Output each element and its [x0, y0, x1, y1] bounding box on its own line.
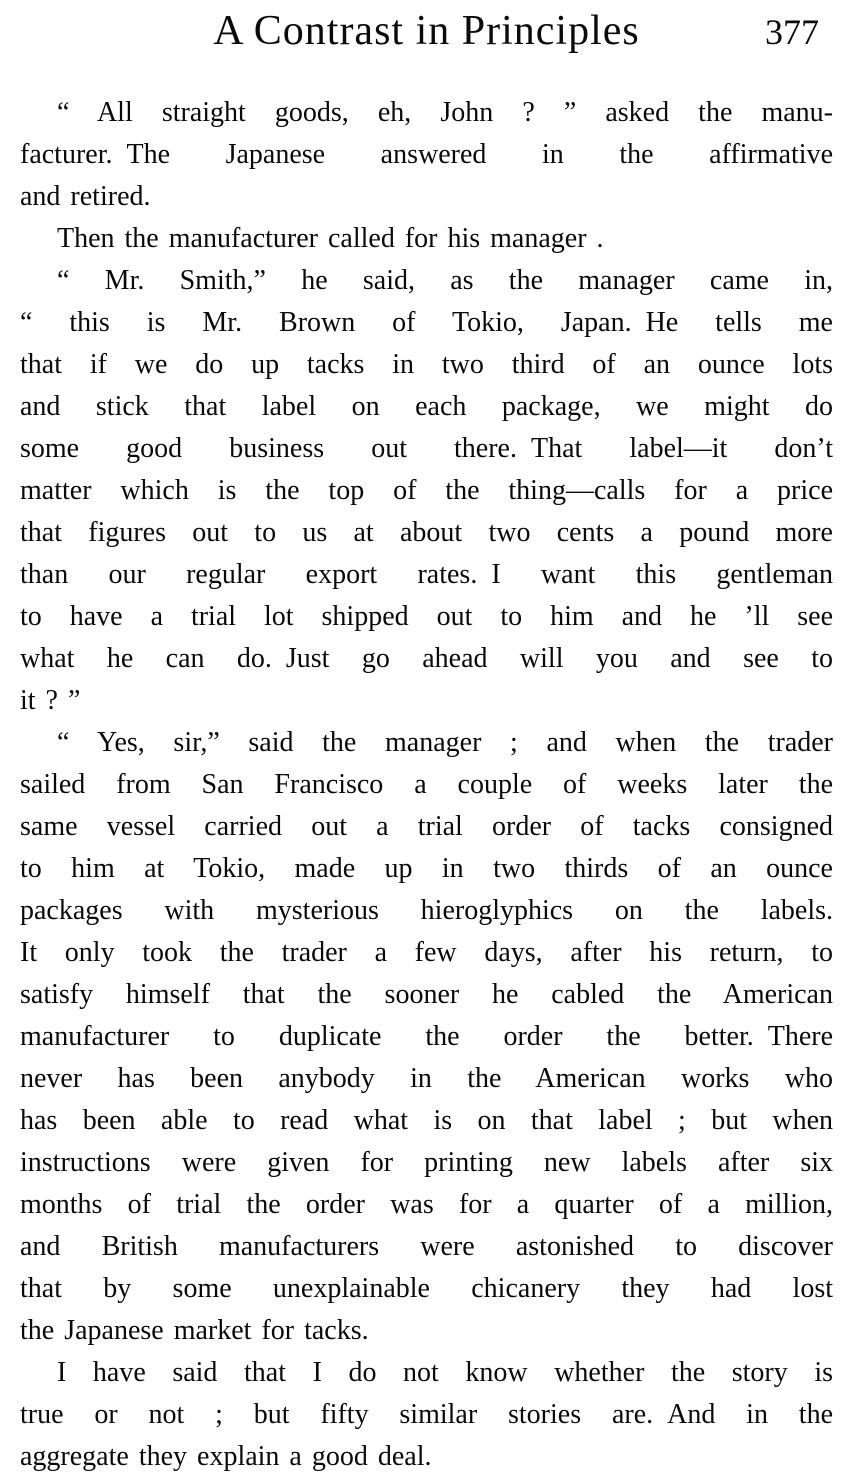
text-line: manufacturer to duplicate the order the better. There [20, 1021, 833, 1052]
page-number: 377 [765, 12, 819, 52]
paragraph [20, 1352, 833, 1478]
text-line: “ this is Mr. Brown of Tokio, Japan. He tells me [20, 307, 833, 338]
page-title: A Contrast in Principles [213, 8, 640, 54]
text-line: and stick that label on each package, we might do [20, 391, 833, 422]
text-line: some good business out there. That label—it don’t [20, 433, 833, 464]
text-line: satisfy himself that the sooner he cabled the American [20, 979, 833, 1010]
text-line: that figures out to us at about two cents a pound more [20, 517, 833, 548]
text-line: has been able to read what is on that label ; but when [20, 1105, 833, 1136]
text-line: I have said that I do not know whether the story is [57, 1357, 833, 1388]
text-line: true or not ; but fifty similar stories are. And in the [20, 1399, 833, 1430]
paragraph [20, 722, 833, 1352]
text-line: aggregate they explain a good deal. [20, 1441, 432, 1472]
text-line: instructions were given for printing new labels after six [20, 1147, 833, 1178]
page-header [20, 4, 833, 58]
text-line: never has been anybody in the American works who [20, 1063, 833, 1094]
text-line: what he can do. Just go ahead will you and see to [20, 643, 833, 674]
page-body [20, 92, 833, 1478]
text-line: packages with mysterious hieroglyphics on the labels. [20, 895, 833, 926]
text-line: sailed from San Francisco a couple of weeks later the [20, 769, 833, 800]
text-line: Then the manufacturer called for his manager . [57, 223, 604, 254]
text-line: matter which is the top of the thing—calls for a price [20, 475, 833, 506]
paragraph [20, 260, 833, 722]
text-line: the Japanese market for tacks. [20, 1315, 369, 1346]
text-line: “ Mr. Smith,” he said, as the manager came in, [57, 265, 833, 296]
text-line: and British manufacturers were astonished to discover [20, 1231, 833, 1262]
text-line: “ Yes, sir,” said the manager ; and when the trader [57, 727, 833, 758]
text-line: facturer. The Japanese answered in the affirmative [20, 139, 833, 170]
text-line: months of trial the order was for a quarter of a million, [20, 1189, 833, 1220]
text-line: it ? ” [20, 685, 81, 716]
text-line: It only took the trader a few days, after his return, to [20, 937, 833, 968]
paragraph [20, 218, 833, 260]
text-line: than our regular export rates. I want this gentleman [20, 559, 833, 590]
text-line: and retired. [20, 181, 151, 212]
text-line: that if we do up tacks in two third of an ounce lots [20, 349, 833, 380]
text-line: same vessel carried out a trial order of tacks consigned [20, 811, 833, 842]
text-line: “ All straight goods, eh, John ? ” asked the manu- [57, 97, 833, 128]
text-line: to have a trial lot shipped out to him and he ’ll see [20, 601, 833, 632]
text-line: that by some unexplainable chicanery they had lost [20, 1273, 833, 1304]
text-line: to him at Tokio, made up in two thirds of an ounce [20, 853, 833, 884]
paragraph [20, 92, 833, 218]
